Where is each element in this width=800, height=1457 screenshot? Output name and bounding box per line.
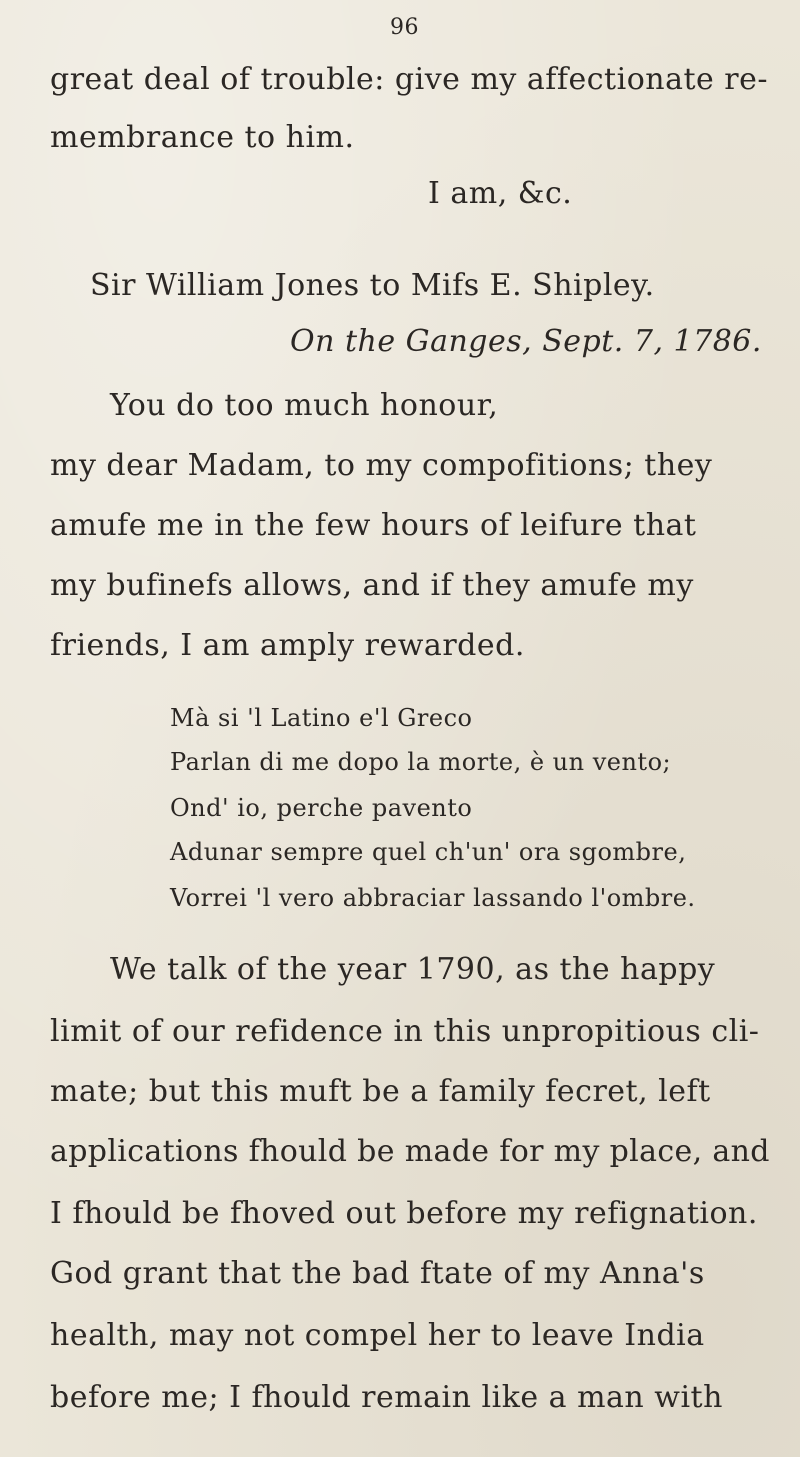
text-line: mate; but this muft be a family fecret, left bbox=[50, 1074, 711, 1109]
text-line: limit of our refidence in this unpropitious cli- bbox=[50, 1014, 760, 1049]
verse-line: Vorrei 'l vero abbraciar lassando l'ombre. bbox=[170, 884, 696, 912]
letter-heading: Sir William Jones to Mifs E. Shipley. bbox=[90, 268, 655, 303]
text-line: my dear Madam, to my compofitions; they bbox=[50, 448, 713, 483]
text-line: before me; I fhould remain like a man with bbox=[50, 1380, 723, 1415]
text-line: God grant that the bad ftate of my Anna's bbox=[50, 1256, 705, 1291]
verse-line: Parlan di me dopo la morte, è un vento; bbox=[170, 748, 672, 776]
dateline: On the Ganges, Sept. 7, 1786. bbox=[290, 324, 762, 359]
text-line: We talk of the year 1790, as the happy bbox=[110, 952, 716, 987]
text-line: membrance to him. bbox=[50, 120, 355, 155]
text-line: amufe me in the few hours of leifure that bbox=[50, 508, 697, 543]
closing: I am, &c. bbox=[428, 176, 573, 211]
text-line: great deal of trouble: give my affectionate re- bbox=[50, 62, 769, 97]
text-line: applications fhould be made for my place, and bbox=[50, 1134, 770, 1169]
verse-line: Adunar sempre quel ch'un' ora sgombre, bbox=[170, 838, 687, 866]
text-line: health, may not compel her to leave India bbox=[50, 1318, 705, 1353]
verse-line: Ond' io, perche pavento bbox=[170, 794, 473, 822]
text-line: my bufinefs allows, and if they amufe my bbox=[50, 568, 694, 603]
text-line: You do too much honour, bbox=[110, 388, 499, 423]
verse-line: Mà si 'l Latino e'l Greco bbox=[170, 704, 473, 732]
page-number: 96 bbox=[390, 15, 419, 40]
text-line: friends, I am amply rewarded. bbox=[50, 628, 525, 663]
text-line: I fhould be fhoved out before my refignation. bbox=[50, 1196, 758, 1231]
